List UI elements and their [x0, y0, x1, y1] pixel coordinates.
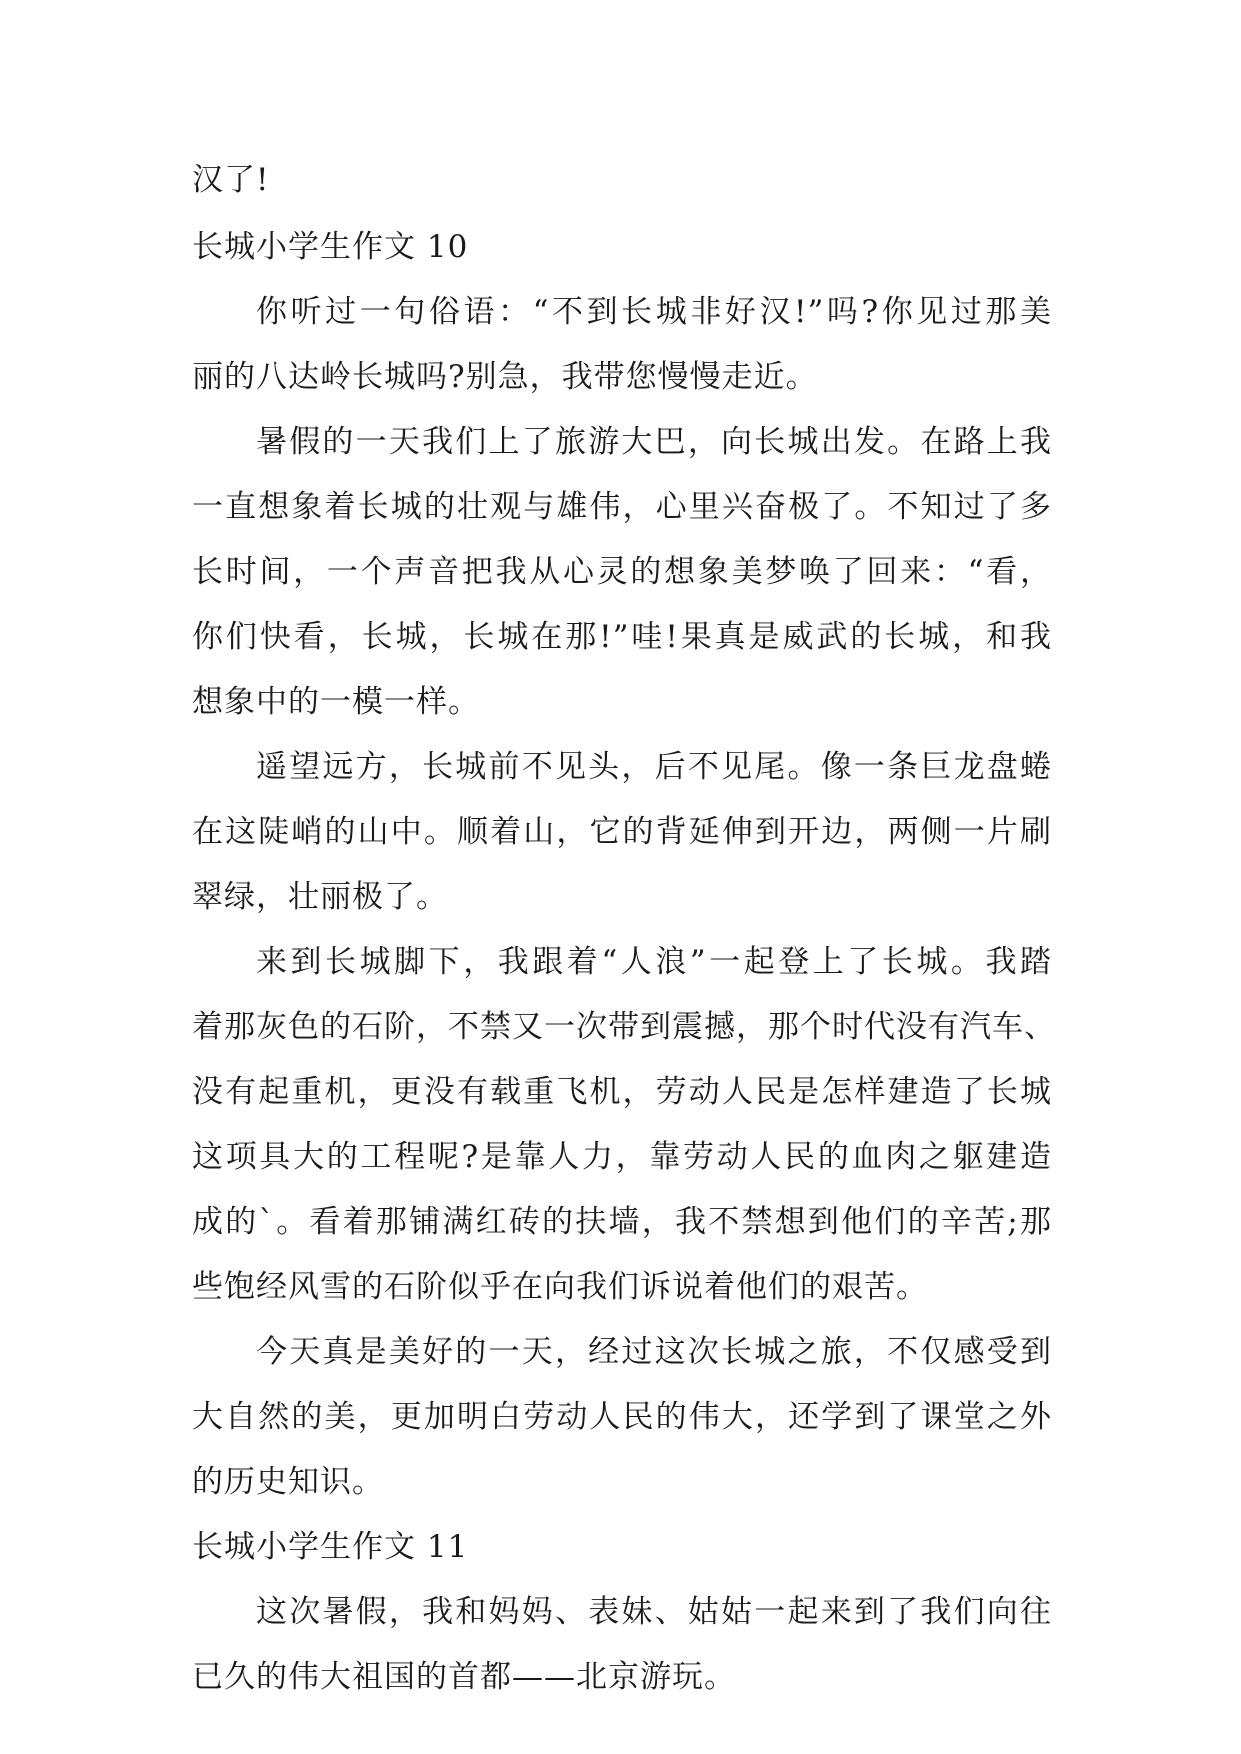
text-line: 在这陡峭的山中。顺着山，它的背延伸到开边，两侧一片刷 [192, 814, 1052, 850]
text-line: 这项具大的工程呢?是靠人力，靠劳动人民的血肉之躯建造 [192, 1139, 1052, 1175]
text-line: 今天真是美好的一天，经过这次长城之旅，不仅感受到 [256, 1334, 1052, 1370]
text-line: 这次暑假，我和妈妈、表妹、姑姑一起来到了我们向往 [256, 1594, 1052, 1630]
text-line: 来到长城脚下，我跟着“人浪”一起登上了长城。我踏 [256, 944, 1052, 980]
text-line: 着那灰色的石阶，不禁又一次带到震撼，那个时代没有汽车、 [192, 1009, 1056, 1045]
section-heading: 长城小学生作文 11 [192, 1529, 469, 1565]
text-line: 想象中的一模一样。 [192, 684, 480, 720]
text-line: 长时间，一个声音把我从心灵的想象美梦唤了回来：“看， [192, 554, 1052, 590]
text-line: 暑假的一天我们上了旅游大巴，向长城出发。在路上我 [256, 424, 1052, 460]
text-line: 大自然的美，更加明白劳动人民的伟大，还学到了课堂之外 [192, 1399, 1052, 1435]
text-line: 成的`。看着那铺满红砖的扶墙，我不禁想到他们的辛苦;那 [192, 1204, 1052, 1240]
text-line: 遥望远方，长城前不见头，后不见尾。像一条巨龙盘蜷 [256, 749, 1052, 785]
text-line: 翠绿，壮丽极了。 [192, 879, 448, 915]
text-line: 的历史知识。 [192, 1464, 384, 1500]
text-line: 你们快看，长城，长城在那!”哇!果真是威武的长城，和我 [192, 619, 1052, 655]
text-line: 些饱经风雪的石阶似乎在向我们诉说着他们的艰苦。 [192, 1269, 928, 1305]
text-line: 丽的八达岭长城吗?别急，我带您慢慢走近。 [192, 359, 818, 395]
text-line: 已久的伟大祖国的首都——北京游玩。 [192, 1659, 736, 1695]
text-line: 汉了! [192, 162, 270, 198]
section-heading: 长城小学生作文 10 [192, 229, 469, 265]
text-line: 一直想象着长城的壮观与雄伟，心里兴奋极了。不知过了多 [192, 489, 1052, 525]
text-line: 没有起重机，更没有载重飞机，劳动人民是怎样建造了长城 [192, 1074, 1052, 1110]
text-line: 你听过一句俗语：“不到长城非好汉!”吗?你见过那美 [256, 294, 1052, 330]
